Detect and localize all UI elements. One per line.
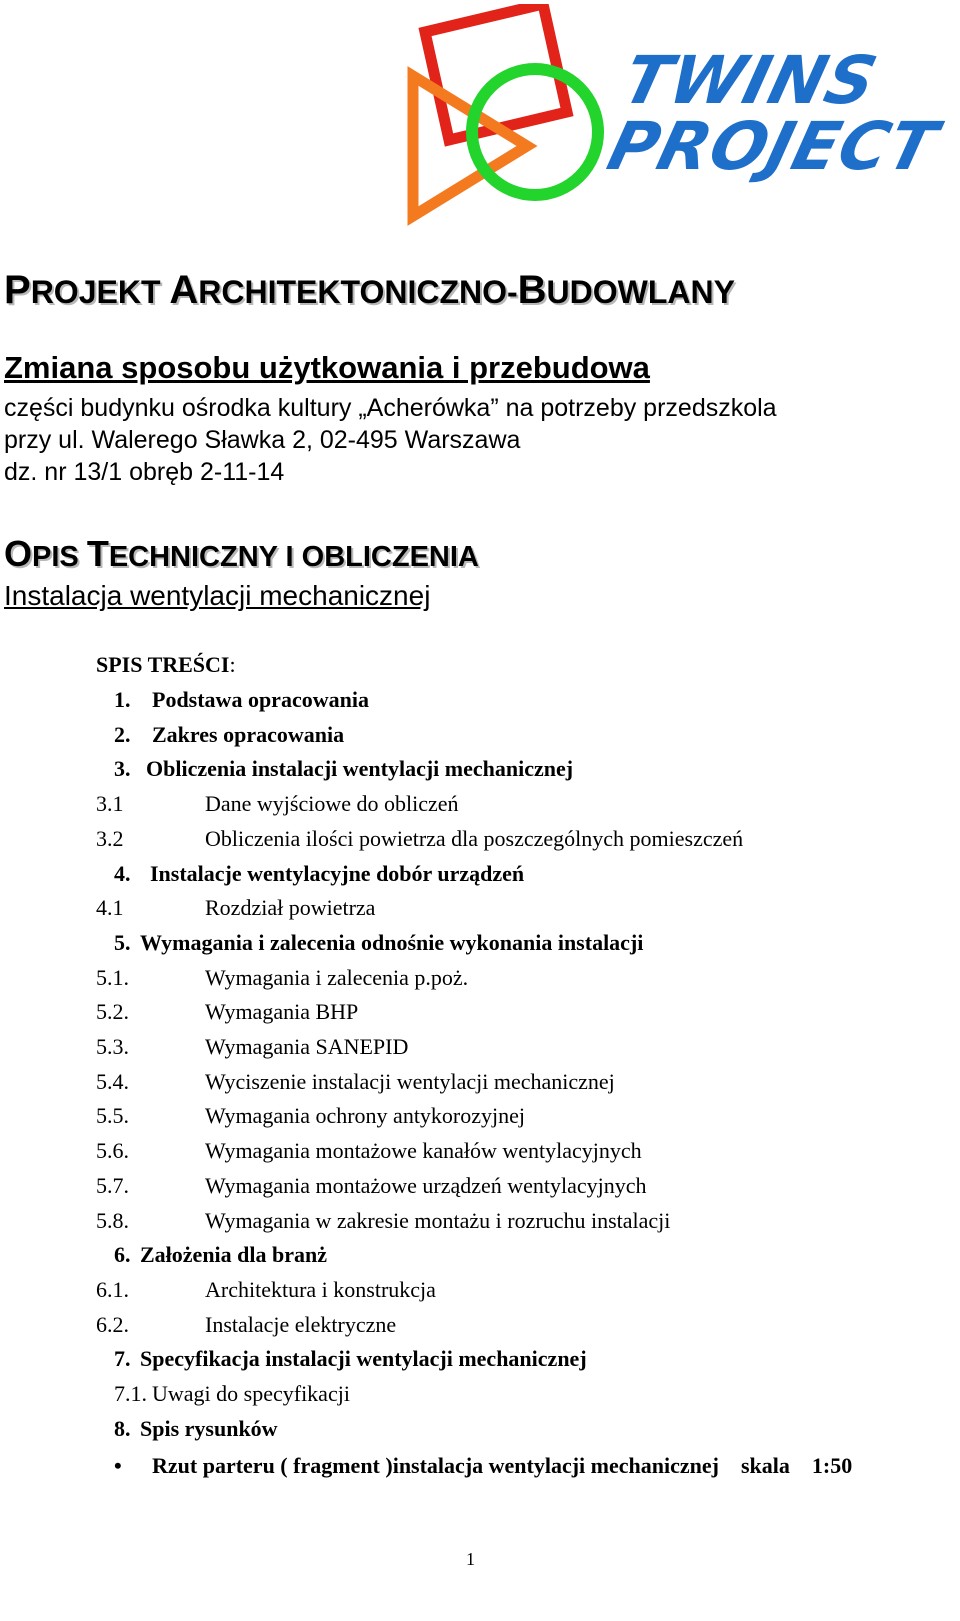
toc-item-number: 3. — [114, 756, 131, 781]
project-plot-line: dz. nr 13/1 obręb 2-11-14 — [4, 458, 285, 486]
title-part-1-initial: P — [4, 268, 31, 312]
toc-item-text: Instalacje elektryczne — [205, 1312, 397, 1337]
twins-project-logo — [405, 4, 946, 226]
toc-item — [96, 824, 743, 854]
logo-text-twins: TWINS — [615, 42, 885, 119]
title-part-3-initial: B — [517, 268, 547, 312]
toc-item-text: Architektura i konstrukcja — [205, 1277, 436, 1302]
section-title-part-1-rest: PIS — [32, 541, 87, 573]
toc-item-number: 5.2. — [96, 999, 129, 1024]
toc-item-text: Rozdział powietrza — [205, 895, 376, 920]
project-address-line: przy ul. Walerego Sławka 2, 02-495 Warszawa — [4, 426, 521, 454]
toc-item-text: Wymagania montażowe urządzeń wentylacyjnych — [205, 1173, 647, 1198]
toc-item-text: Wyciszenie instalacji wentylacji mechanicznej — [205, 1069, 615, 1094]
toc-item — [96, 1101, 525, 1131]
toc-item — [114, 685, 369, 715]
toc-item — [114, 859, 524, 889]
toc-item-text: Uwagi do specyfikacji — [152, 1381, 350, 1406]
toc-item-number: 5.6. — [96, 1138, 129, 1163]
toc-item — [114, 754, 573, 784]
toc-item-number: 7.1. — [114, 1381, 147, 1406]
page-number: 1 — [466, 1549, 475, 1569]
toc-item-text: Założenia dla branż — [140, 1242, 328, 1267]
toc-item — [114, 928, 643, 958]
section-title-part-2-initial: T — [86, 533, 109, 574]
toc-item — [96, 1136, 642, 1166]
toc-item-text: Obliczenia ilości powietrza dla poszczególnych pomieszczeń — [205, 826, 744, 851]
section-subtitle: Instalacja wentylacji mechanicznej — [4, 580, 431, 611]
title-part-2-initial: A — [169, 268, 199, 312]
toc-item-text: Zakres opracowania — [152, 722, 345, 747]
toc-item — [96, 893, 375, 923]
toc-item-number: 4.1 — [96, 895, 124, 920]
toc-item-number: 2. — [114, 722, 131, 747]
toc-item-text: Wymagania ochrony antykorozyjnej — [205, 1103, 526, 1128]
toc-item-number: 7. — [114, 1346, 131, 1371]
toc-heading-colon: : — [229, 652, 236, 677]
toc-item — [96, 997, 358, 1027]
toc-item-text: Obliczenia instalacji wentylacji mechanicznej — [146, 756, 574, 781]
project-description-line-1: części budynku ośrodka kultury „Acherówka” na potrzeby przedszkola — [4, 394, 777, 422]
toc-item — [114, 1240, 327, 1270]
toc-item — [96, 963, 468, 993]
toc-item-number: 6.2. — [96, 1312, 129, 1337]
toc-item — [96, 789, 459, 819]
section-title-part-1-initial: O — [4, 533, 33, 574]
toc-item-number: 1. — [114, 687, 131, 712]
section-title-part-2-rest: ECHNICZNY I OBLICZENIA — [108, 541, 479, 573]
logo-shapes-icon — [405, 4, 625, 226]
toc-item — [114, 1414, 278, 1444]
toc-heading — [96, 650, 236, 680]
toc-item-text: Wymagania montażowe kanałów wentylacyjnych — [205, 1138, 642, 1163]
toc-item-number: 5. — [114, 930, 131, 955]
toc-item-number: 5.1. — [96, 965, 129, 990]
title-part-2-rest: RCHITEKTONICZNO- — [198, 274, 518, 310]
toc-item-number: 5.3. — [96, 1034, 129, 1059]
toc-item-number: 6.1. — [96, 1277, 129, 1302]
toc-item-number: 3.1 — [96, 791, 124, 816]
toc-item-text: Specyfikacja instalacji wentylacji mechanicznej — [140, 1346, 587, 1371]
document-title — [4, 270, 735, 312]
project-subtitle: Zmiana sposobu użytkowania i przebudowa — [4, 350, 650, 385]
section-title — [4, 534, 479, 577]
drawing-scale-value: 1:50 — [811, 1453, 853, 1478]
logo-text-project: PROJECT — [600, 108, 946, 185]
toc-item-text: Wymagania SANEPID — [205, 1034, 409, 1059]
toc-item-text: Instalacje wentylacyjne dobór urządzeń — [150, 861, 525, 886]
title-part-3-rest: UDOWLANY — [546, 274, 735, 310]
toc-item-number: 5.7. — [96, 1173, 129, 1198]
drawing-list-item — [114, 1451, 852, 1481]
toc-item-number: 4. — [114, 861, 131, 886]
toc-item — [96, 1032, 408, 1062]
title-part-1-rest: ROJEKT — [30, 274, 170, 310]
toc-item — [114, 720, 344, 750]
toc-item-text: Wymagania i zalecenia odnośnie wykonania instalacji — [140, 930, 644, 955]
toc-item-number: 5.4. — [96, 1069, 129, 1094]
toc-item-number: 8. — [114, 1416, 131, 1441]
toc-item — [114, 1379, 350, 1409]
toc-item-text: Dane wyjściowe do obliczeń — [205, 791, 459, 816]
toc-item-text: Podstawa opracowania — [152, 687, 369, 712]
toc-item-text: Wymagania i zalecenia p.poż. — [205, 965, 469, 990]
toc-item-number: 3.2 — [96, 826, 124, 851]
toc-item — [114, 1344, 587, 1374]
toc-item-number: 5.8. — [96, 1208, 129, 1233]
toc-item — [96, 1206, 670, 1236]
bullet-icon: • — [114, 1453, 122, 1478]
toc-item — [96, 1310, 396, 1340]
toc-heading-text: SPIS TREŚCI — [96, 652, 230, 677]
toc-item-number: 5.5. — [96, 1103, 129, 1128]
toc-item — [96, 1067, 615, 1097]
drawing-scale-label: skala — [740, 1453, 790, 1478]
toc-item-text: Wymagania w zakresie montażu i rozruchu instalacji — [205, 1208, 671, 1233]
toc-item — [96, 1275, 436, 1305]
toc-item — [96, 1171, 647, 1201]
toc-item-text: Spis rysunków — [140, 1416, 278, 1441]
toc-item-number: 6. — [114, 1242, 131, 1267]
toc-item-text: Wymagania BHP — [205, 999, 359, 1024]
drawing-title: Rzut parteru ( fragment )instalacja wentylacji mechanicznej — [152, 1453, 719, 1478]
